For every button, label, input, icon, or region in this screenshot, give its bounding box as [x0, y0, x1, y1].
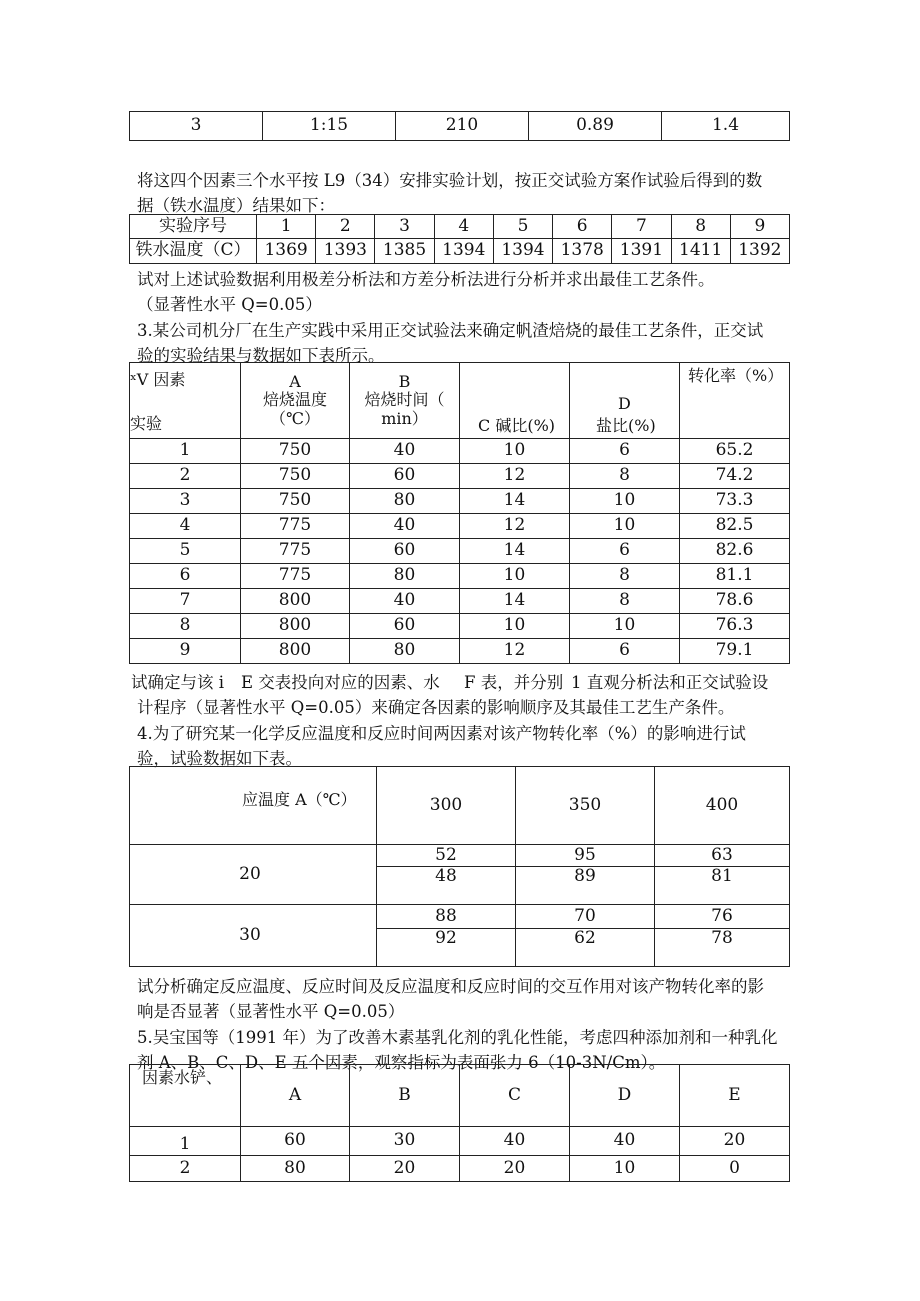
- cell: 1.4: [662, 112, 790, 141]
- paragraph-line: 将这四个因素三个水平按 L9（34）安排实验计划，按正交试验方案作试验后得到的数: [137, 171, 763, 190]
- temperature-value: 1393: [316, 239, 375, 264]
- cell: 210: [396, 112, 529, 141]
- data-cell: 80: [350, 564, 460, 589]
- paragraph-line: 5.吴宝国等（1991 年）为了改善木素基乳化剂的乳化性能，考虑四种添加剂和一种乳化: [137, 1028, 778, 1047]
- data-cell: 775: [241, 539, 350, 564]
- data-cell: 10: [460, 614, 570, 639]
- corner-header: [130, 1065, 241, 1127]
- data-cell: 6: [570, 539, 680, 564]
- run-number: 2: [316, 215, 375, 239]
- data-cell: 48: [377, 867, 516, 905]
- data-cell: 52: [377, 845, 516, 867]
- temperature-value: 1394: [493, 239, 552, 264]
- paragraph-line: 响是否显著（显著性水平 Q=0.05）: [137, 1002, 405, 1021]
- run-number: 8: [130, 614, 241, 639]
- cell: 1:15: [263, 112, 396, 141]
- factor-c-name: C 碱比(%): [478, 416, 556, 435]
- table-row: [130, 539, 790, 564]
- level-number: 2: [130, 1156, 241, 1182]
- data-cell: 8: [570, 589, 680, 614]
- data-cell: 40: [350, 514, 460, 539]
- data-cell: 12: [460, 639, 570, 664]
- data-cell: 10: [460, 439, 570, 464]
- temperature-header: 300: [377, 767, 516, 845]
- data-cell: 82.6: [680, 539, 790, 564]
- roasting-experiment-table: [129, 362, 790, 664]
- data-cell: 63: [655, 845, 790, 867]
- run-number: 8: [671, 215, 730, 239]
- data-cell: 80: [350, 489, 460, 514]
- data-cell: 14: [460, 589, 570, 614]
- data-cell: 750: [241, 489, 350, 514]
- data-cell: 30: [350, 1127, 460, 1156]
- run-number: 5: [130, 539, 241, 564]
- corner-top-label: ˣV 因素: [130, 370, 186, 389]
- data-cell: 82.5: [680, 514, 790, 539]
- table-row: [130, 614, 790, 639]
- temperature-header: 400: [655, 767, 790, 845]
- data-cell: 89: [516, 867, 655, 905]
- run-number: 2: [130, 464, 241, 489]
- cell: 0.89: [529, 112, 662, 141]
- corner-label: 因素水铲、: [142, 1068, 223, 1087]
- data-cell: 6: [570, 639, 680, 664]
- data-cell: 40: [570, 1127, 680, 1156]
- data-cell: 775: [241, 514, 350, 539]
- data-cell: 79.1: [680, 639, 790, 664]
- data-cell: 92: [377, 929, 516, 967]
- roasting-table-body: [130, 439, 790, 664]
- data-cell: 20: [460, 1156, 570, 1182]
- table-row: [130, 439, 790, 464]
- data-cell: 40: [350, 439, 460, 464]
- factor-a-letter: A: [289, 371, 301, 391]
- factor-header: C: [460, 1065, 570, 1127]
- factor-a-unit: （℃）: [270, 408, 320, 428]
- data-cell: 78: [655, 929, 790, 967]
- data-cell: 80: [350, 639, 460, 664]
- data-cell: 73.3: [680, 489, 790, 514]
- table-row: [130, 514, 790, 539]
- factor-a-name: 焙烧温度: [262, 390, 327, 410]
- paragraph-line: （显著性水平 Q=0.05）: [137, 295, 322, 314]
- temperature-value: 1411: [671, 239, 730, 264]
- temperature-axis-label: 应温度 A（℃）: [242, 790, 357, 809]
- time-label: 20: [130, 845, 371, 905]
- factor-header: B: [350, 1065, 460, 1127]
- data-cell: 74.2: [680, 464, 790, 489]
- data-cell: 20: [350, 1156, 460, 1182]
- conversion-header: [680, 363, 790, 439]
- temperature-value: 1392: [730, 239, 789, 264]
- data-cell: 60: [241, 1127, 350, 1156]
- run-number: 6: [553, 215, 612, 239]
- paragraph-line: 验的实验结果与数据如下表所示。: [137, 346, 385, 365]
- run-number: 9: [730, 215, 789, 239]
- top-partial-table: [129, 111, 790, 141]
- corner-header: [130, 363, 241, 439]
- time-label: 30: [130, 905, 371, 967]
- data-cell: 88: [377, 905, 516, 929]
- run-number: 5: [493, 215, 552, 239]
- data-cell: 800: [241, 639, 350, 664]
- temperature-value: 1391: [612, 239, 671, 264]
- table-row: [130, 564, 790, 589]
- data-cell: 65.2: [680, 439, 790, 464]
- data-cell: 80: [241, 1156, 350, 1182]
- level-number: 1: [130, 1127, 241, 1156]
- data-cell: 10: [570, 489, 680, 514]
- text-fragment: E 交表投向对应的因素、水: [241, 673, 440, 692]
- factor-b-letter: B: [398, 371, 411, 391]
- data-cell: 6: [570, 439, 680, 464]
- run-number: 3: [130, 489, 241, 514]
- paragraph-line: 剂 A、B、C、D、E 五个因素，观察指标为表面张力 6（10-3N/Cm）。: [137, 1053, 666, 1072]
- table-row: [130, 589, 790, 614]
- data-cell: 800: [241, 614, 350, 639]
- paragraph-line: 据（铁水温度）结果如下：: [137, 196, 335, 215]
- run-number: 3: [375, 215, 434, 239]
- data-cell: 81: [655, 867, 790, 905]
- factor-d-letter: D: [618, 394, 631, 413]
- factor-b-header: [350, 363, 460, 439]
- data-cell: 750: [241, 439, 350, 464]
- run-number: 9: [130, 639, 241, 664]
- reaction-table: [129, 766, 790, 967]
- data-cell: 40: [460, 1127, 570, 1156]
- run-number: 4: [434, 215, 493, 239]
- factor-d-header: [570, 363, 680, 439]
- run-number: 7: [130, 589, 241, 614]
- data-cell: 14: [460, 539, 570, 564]
- data-cell: 76.3: [680, 614, 790, 639]
- data-cell: 10: [460, 564, 570, 589]
- table-row: [130, 489, 790, 514]
- data-cell: 60: [350, 539, 460, 564]
- data-cell: 12: [460, 514, 570, 539]
- data-cell: 95: [516, 845, 655, 867]
- factor-d-name: 盐比(%): [596, 416, 656, 435]
- factor-b-name: 焙烧时间（: [364, 390, 445, 410]
- row-header: 实验序号: [130, 215, 257, 239]
- row-header: 铁水温度（C）: [130, 239, 257, 264]
- data-cell: 62: [516, 929, 655, 967]
- temperature-value: 1385: [375, 239, 434, 264]
- paragraph-line: 4.为了研究某一化学反应温度和反应时间两因素对该产物转化率（%）的影响进行试: [137, 724, 746, 743]
- paragraph-line: 试分析确定反应温度、反应时间及反应温度和反应时间的交互作用对该产物转化率的影: [137, 977, 764, 996]
- data-cell: 20: [680, 1127, 790, 1156]
- run-number: 1: [257, 215, 316, 239]
- data-cell: 8: [570, 564, 680, 589]
- data-cell: 750: [241, 464, 350, 489]
- conversion-label: 转化率（%）: [688, 366, 784, 385]
- data-cell: 60: [350, 614, 460, 639]
- data-cell: 60: [350, 464, 460, 489]
- data-cell: 8: [570, 464, 680, 489]
- factor-c-header: [460, 363, 570, 439]
- paragraph-line: 试对上述试验数据利用极差分析法和方差分析法进行分析并求出最佳工艺条件。: [137, 270, 715, 289]
- factor-header: A: [241, 1065, 350, 1127]
- temperature-value: 1378: [553, 239, 612, 264]
- table-row: [130, 464, 790, 489]
- paragraph-line: 3.某公司机分厂在生产实践中采用正交试验法来确定帆渣焙烧的最佳工艺条件，正交试: [137, 321, 764, 340]
- factor-b-unit: min）: [381, 408, 428, 428]
- text-fragment: 1 直观分析法和正交试验设: [571, 673, 769, 692]
- run-number: 1: [130, 439, 241, 464]
- temperature-header: 350: [516, 767, 655, 845]
- data-cell: 70: [516, 905, 655, 929]
- data-cell: 0: [680, 1156, 790, 1182]
- data-cell: 800: [241, 589, 350, 614]
- data-cell: 12: [460, 464, 570, 489]
- corner-header: [130, 767, 377, 845]
- data-cell: 14: [460, 489, 570, 514]
- data-cell: 10: [570, 1156, 680, 1182]
- data-cell: 10: [570, 514, 680, 539]
- data-cell: 78.6: [680, 589, 790, 614]
- paragraph-line: 计程序（显著性水平 Q=0.05）来确定各因素的影响顺序及其最佳工艺生产条件。: [137, 698, 735, 717]
- factor-header: E: [680, 1065, 790, 1127]
- data-cell: 81.1: [680, 564, 790, 589]
- cell: 3: [130, 112, 263, 141]
- run-number: 6: [130, 564, 241, 589]
- text-fragment: F 表，并分别: [464, 673, 564, 692]
- text-fragment: 试确定与该 i: [131, 673, 225, 692]
- data-cell: 76: [655, 905, 790, 929]
- run-number: 4: [130, 514, 241, 539]
- factor-a-header: [241, 363, 350, 439]
- temperature-value: 1394: [434, 239, 493, 264]
- emulsifier-table: [129, 1064, 790, 1182]
- table-row: [130, 639, 790, 664]
- data-cell: 40: [350, 589, 460, 614]
- run-number: 7: [612, 215, 671, 239]
- corner-bottom-label: 实验: [130, 414, 163, 433]
- factor-header: D: [570, 1065, 680, 1127]
- paragraph-line: 验，试验数据如下表。: [137, 749, 302, 768]
- iron-temperature-table: [129, 214, 790, 264]
- data-cell: 10: [570, 614, 680, 639]
- data-cell: 775: [241, 564, 350, 589]
- temperature-value: 1369: [257, 239, 316, 264]
